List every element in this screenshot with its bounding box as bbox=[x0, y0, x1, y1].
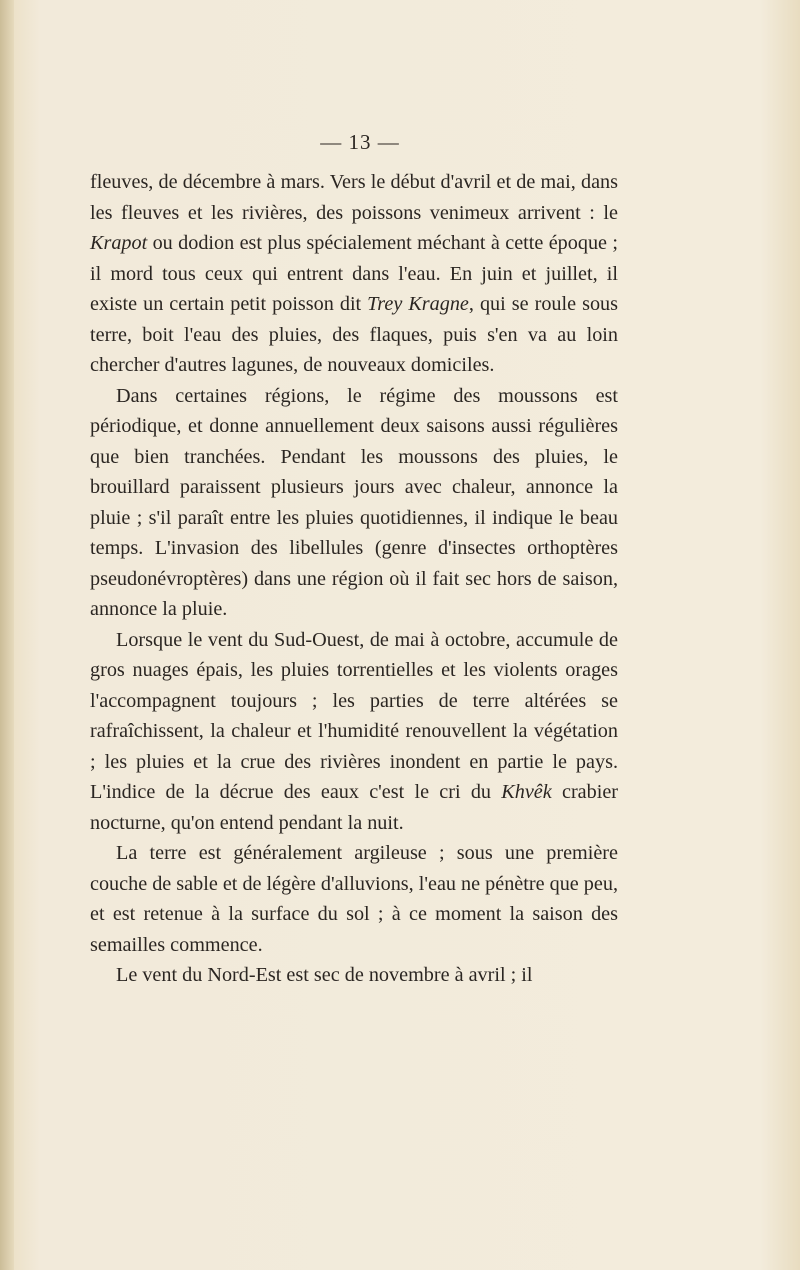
text-run: fleuves, de décembre à mars. Vers le début d'avril et de mai, dans les fleuves et les rivières, des poissons venimeux arrivent : le bbox=[90, 171, 618, 224]
paragraph-1 bbox=[90, 167, 618, 381]
paragraph-5 bbox=[90, 960, 618, 991]
text-run: ou dodion est plus spécialement méchant à cette époque ; il mord tous ceux qui entrent dans l'eau. En juin et juillet, il existe un certain petit poisson dit bbox=[90, 232, 618, 315]
paragraph-2 bbox=[90, 381, 618, 625]
text-run: Lorsque le vent du Sud-Ouest, de mai à octobre, accumule de gros nuages épais, les pluies torrentielles et les violents orages l'accompagnent toujours ; les parties de terre altérées se rafraîchissent, la chaleur et l'humidité renouvellent la végétation ; les pluies et la crue des rivières inondent en partie le pays. L'indice de la décrue des eaux c'est le cri du bbox=[90, 628, 618, 803]
paragraph-3 bbox=[90, 625, 618, 839]
text-run: Dans certaines régions, le régime des moussons est périodique, et donne annuellement deux saisons aussi régulières que bien tranchées. Pendant les moussons des pluies, le brouillard paraissent plusieurs jours avec chaleur, annonce la pluie ; s'il paraît entre les pluies quotidiennes, il indique le beau temps. L'invasion des libellules (genre d'insectes orthoptères pseudonévroptères) dans une région où il fait sec hors de saison, annonce la pluie. bbox=[90, 384, 618, 620]
page-number: — 13 — bbox=[320, 130, 400, 154]
page-binding-edge bbox=[0, 0, 14, 1270]
text-run: crabier nocturne, qu'on entend pendant la nuit. bbox=[90, 781, 619, 834]
paragraph-4 bbox=[90, 838, 618, 960]
italic-term-trey-kragne: Trey Kragne bbox=[367, 293, 469, 315]
italic-term-khvek: Khvêk bbox=[501, 781, 552, 803]
body-text bbox=[90, 167, 618, 991]
text-run: La terre est généralement argileuse ; sous une première couche de sable et de légère d'alluvions, l'eau ne pénètre que peu, et est retenue à la surface du sol ; à ce moment la saison des semailles commence. bbox=[90, 842, 618, 956]
text-run: , qui se roule sous terre, boit l'eau des pluies, des flaques, puis s'en va au loin chercher d'autres lagunes, de nouveaux domiciles. bbox=[90, 293, 618, 376]
text-run: Le vent du Nord-Est est sec de novembre à avril ; il bbox=[116, 964, 533, 986]
italic-term-krapot: Krapot bbox=[90, 232, 148, 254]
